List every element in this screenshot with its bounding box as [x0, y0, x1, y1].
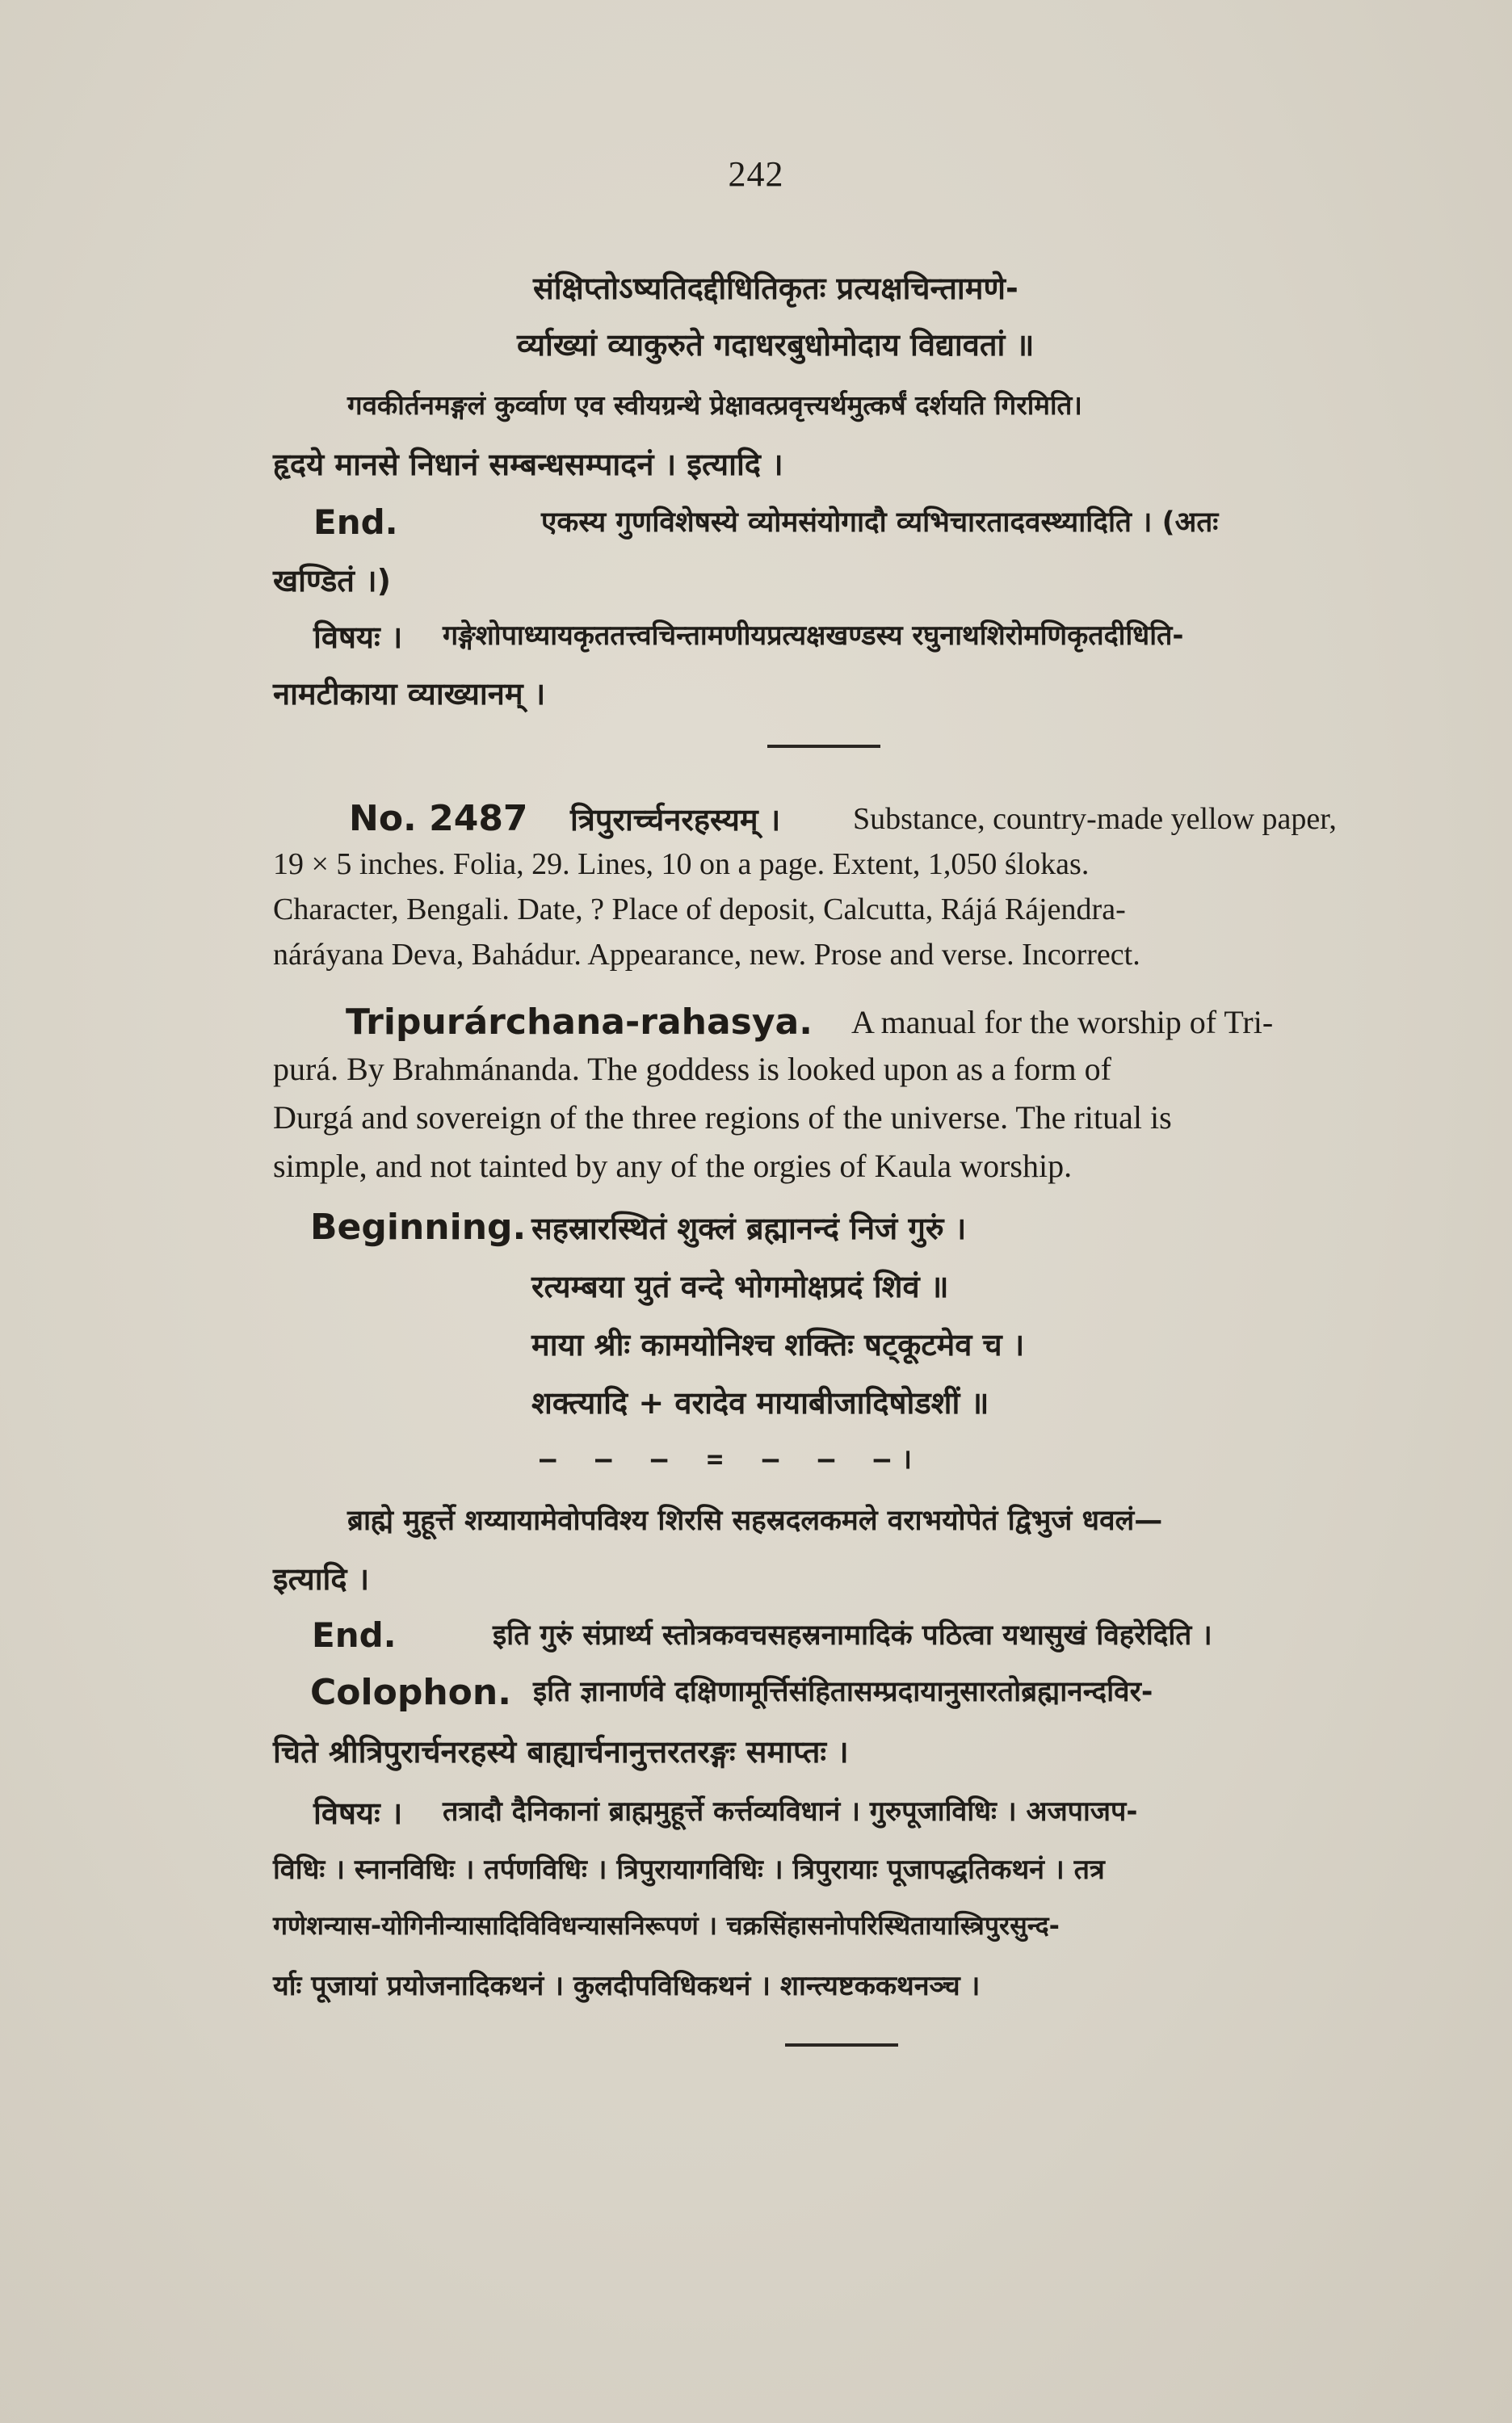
commentary-line-1: गवकीर्तनमङ्गलं कुर्व्वाण एव स्वीयग्रन्थे प्रेक्षावत्प्रवृत्त्यर्थमुत्कर्षं दर्शयति गिरमिति।: [347, 389, 1082, 421]
entry-meta-line-1: Substance, country-made yellow paper,: [853, 802, 1337, 836]
end-divider: [785, 2043, 898, 2047]
description-line-4: simple, and not tainted by any of the orgies of Kaula worship.: [273, 1148, 1073, 1184]
subject-text-4: र्याः पूजायां प्रयोजनादिकथनं । कुलदीपविधिकथनं । शान्त्यष्टककथनञ्च ।: [273, 1970, 981, 2002]
verse-line-2: र्व्याख्यां व्याकुरुते गदाधरबुधोमोदाय विद्यावतां ॥: [517, 327, 1035, 363]
end-label: End.: [312, 1615, 397, 1655]
entry-meta-line-2: 19 × 5 inches. Folia, 29. Lines, 10 on a page. Extent, 1,050 ślokas.: [273, 847, 1090, 881]
beginning-prose-1: ब्राह्मे मुहूर्त्ते शय्यायामेवोपविश्य शिरसि सहस्रदलकमले वराभयोपेतं द्विभुजं धवलं—: [347, 1505, 1163, 1537]
verse-line-1: संक्षिप्तोऽष्यतिदद्दीधितिकृतः प्रत्यक्षचिन्तामणे-: [533, 271, 1018, 306]
subject-text-1: तत्रादौ दैनिकानां ब्राह्ममुहूर्त्ते कर्त्तव्यविधानं । गुरुपूजाविधिः । अजपाजप-: [443, 1795, 1138, 1828]
page-number: 242: [728, 154, 784, 194]
end-label-top: End.: [313, 502, 398, 542]
entry-number: No. 2487: [349, 798, 528, 839]
subject-text-top-2: नामटीकाया व्याख्यानम् ।: [273, 676, 546, 712]
description-line-2: purá. By Brahmánanda. The goddess is looked upon as a form of: [273, 1051, 1111, 1087]
end-text: इति गुरुं संप्रार्थ्य स्तोत्रकवचसहस्रनामादिकं पठित्वा यथासुखं विहरेदिति ।: [493, 1619, 1212, 1652]
beginning-verse-1: सहस्रारस्थितं शुक्लं ब्रह्मानन्दं निजं गुरुं ।: [531, 1211, 967, 1246]
omission-dashes: — — — = — — —।: [540, 1443, 923, 1476]
colophon-text-1: इति ज्ञानार्णवे दक्षिणामूर्त्तिसंहितासम्प्रदायानुसारतोब्रह्मानन्दविर-: [533, 1676, 1153, 1708]
beginning-verse-3: माया श्रीः कामयोनिश्च शक्तिः षट्कूटमेव च ।: [531, 1327, 1025, 1363]
subject-label: विषयः ।: [313, 1795, 403, 1831]
subject-text-2: विधिः । स्नानविधिः । तर्पणविधिः । त्रिपुरायागविधिः । त्रिपुरायाः पूजापद्धतिकथनं । तत्र: [273, 1854, 1105, 1886]
beginning-verse-4: शक्त्यादि + वरादेव मायाबीजादिषोडशीं ॥: [531, 1385, 989, 1421]
entry-meta-line-4: náráyana Deva, Bahádur. Appearance, new. Prose and verse. Incorrect.: [273, 938, 1140, 972]
end-text-top-1: एकस्य गुणविशेषस्ये व्योमसंयोगादौ व्यभिचारतादवस्थ्यादिति । (अतः: [541, 506, 1219, 539]
beginning-prose-2: इत्यादि ।: [273, 1561, 370, 1597]
entry-title-sanskrit: त्रिपुरार्च्चनरहस्यम् ।: [570, 802, 781, 838]
description-line-1: A manual for the worship of Tri-: [851, 1004, 1274, 1040]
description-title: Tripurárchana-rahasya.: [346, 1002, 813, 1043]
beginning-label: Beginning.: [310, 1207, 527, 1248]
beginning-verse-2: रत्यम्बया युतं वन्दे भोगमोक्षप्रदं शिवं ॥: [531, 1269, 949, 1304]
description-line-3: Durgá and sovereign of the three regions of the universe. The ritual is: [273, 1099, 1172, 1136]
end-text-top-2: खण्डितं ।): [273, 563, 391, 598]
colophon-text-2: चिते श्रीत्रिपुरार्चनरहस्ये बाह्यार्चनानुत्तरतरङ्गः समाप्तः ।: [273, 1734, 849, 1770]
subject-label-top: विषयः ।: [313, 619, 403, 655]
commentary-line-2: हृदये मानसे निधानं सम्बन्धसम्पादनं । इत्यादि ।: [273, 447, 783, 482]
colophon-label: Colophon.: [310, 1672, 511, 1713]
subject-text-top-1: गङ्गेशोपाध्यायकृततत्त्वचिन्तामणीयप्रत्यक्षखण्डस्य रघुनाथशिरोमणिकृतदीधिति-: [443, 619, 1184, 652]
subject-text-3: गणेशन्यास-योगिनीन्यासादिविविधन्यासनिरूपणं । चक्रसिंहासनोपरिस्थितायास्त्रिपुरसुन्द-: [273, 1910, 1060, 1941]
section-divider: [767, 745, 880, 748]
entry-meta-line-3: Character, Bengali. Date, ? Place of deposit, Calcutta, Rájá Rájendra-: [273, 892, 1126, 926]
